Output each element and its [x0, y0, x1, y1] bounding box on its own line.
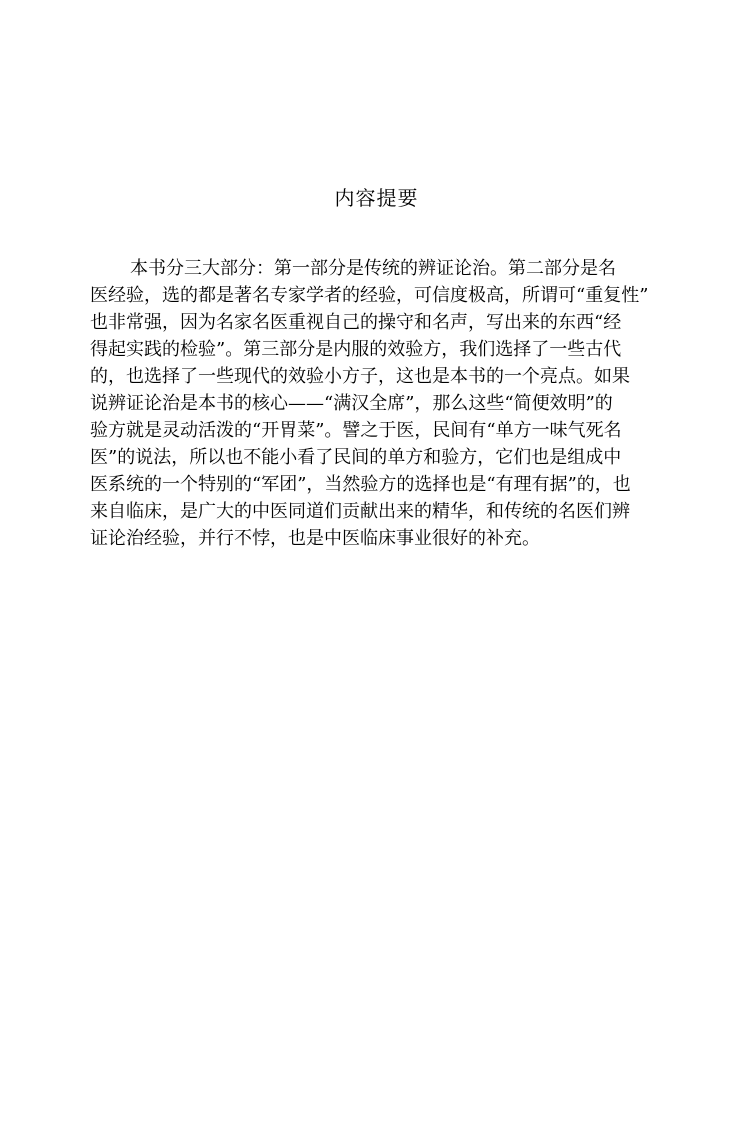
- page-title: 内容提要: [334, 186, 419, 210]
- paragraph-line: 来自临床，是广大的中医同道们贡献出来的精华，和传统的名医们辨: [90, 501, 630, 522]
- paragraph-line: 得起实践的检验”。第三部分是内服的效验方，我们选择了一些古代: [90, 339, 622, 360]
- paragraph-line: 本书分三大部分：第一部分是传统的辨证论治。第二部分是名: [130, 258, 616, 279]
- paragraph-line: 也非常强，因为名家名医重视自己的操守和名声，写出来的东西“经: [90, 312, 622, 333]
- paragraph-line: 医经验，选的都是著名专家学者的经验，可信度极高，所谓可“重复性”: [90, 285, 649, 306]
- paragraph-line: 的，也选择了一些现代的效验小方子，这也是本书的一个亮点。如果: [90, 366, 630, 387]
- paragraph-line: 医”的说法，所以也不能小看了民间的单方和验方，它们也是组成中: [90, 447, 622, 468]
- paragraph-line: 医系统的一个特别的“军团”，当然验方的选择也是“有理有据”的，也: [90, 474, 631, 495]
- paragraph-line: 说辨证论治是本书的核心——“满汉全席”，那么这些“简便效明”的: [90, 393, 613, 414]
- paragraph-line: 验方就是灵动活泼的“开胃菜”。譬之于医，民间有“单方一味气死名: [90, 420, 622, 441]
- paragraph-line: 证论治经验，并行不悖，也是中医临床事业很好的补充。: [90, 528, 540, 549]
